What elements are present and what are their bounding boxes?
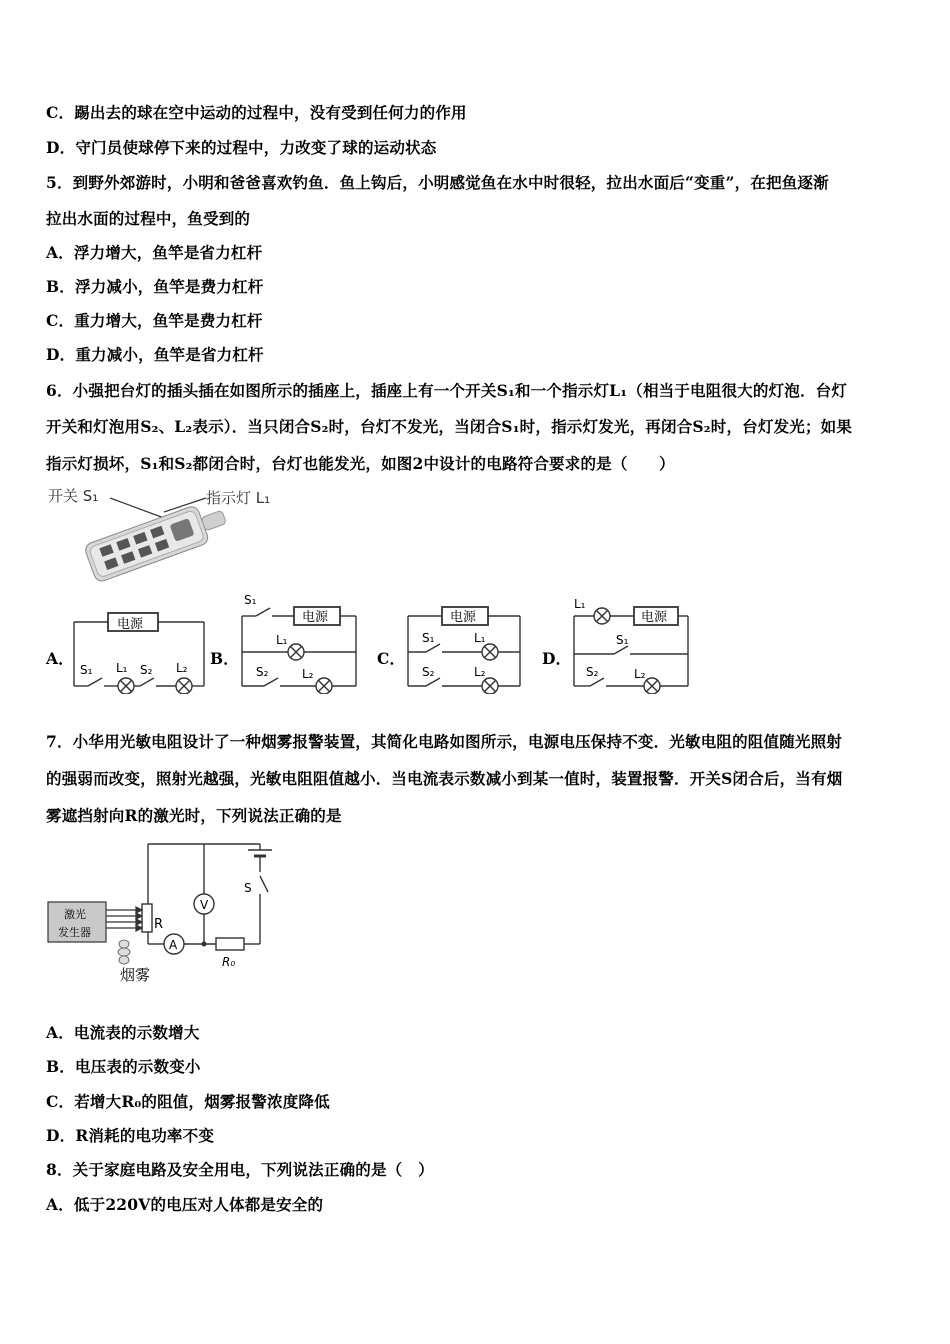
s1-label-c: S₁ [422,631,435,645]
l1-label-a: L₁ [116,661,128,675]
q5-stem-line2: 拉出水面的过程中，鱼受到的 [46,209,251,228]
s2-label-b: S₂ [256,665,269,679]
l2-label-d: L₂ [634,667,646,681]
circuit-c [402,600,527,694]
q7-stem-line1: 7．小华用光敏电阻设计了一种烟雾报警装置，其简化电路如图所示，电源电压保持不变．光敏电阻的阻值随光照射 [46,732,842,751]
circuit-d [568,594,694,694]
switch-s-label: S [244,881,252,895]
circuit-label-b: B． [210,649,240,668]
l2-label-c: L₂ [474,665,486,679]
smoke-alarm-circuit [46,836,286,986]
power-source-label-c: 电源 [450,610,477,625]
resistor-r0-label: R₀ [222,955,236,969]
l1-label-c: L₁ [474,631,486,645]
q7-stem-line2: 的强弱而改变，照射光越强，光敏电阻阻值越小．当电流表示数减小到某一值时，装置报警．开关S闭合后，当有烟 [46,769,843,788]
s1-label-a: S₁ [80,663,93,677]
circuit-label-d: D． [542,649,572,668]
q7-option-d: D．R消耗的电功率不变 [46,1126,215,1145]
q5-option-d: D．重力减小，鱼竿是省力杠杆 [46,345,264,364]
q7-option-a: A．电流表的示数增大 [46,1023,200,1042]
q5-option-a: A．浮力增大，鱼竿是省力杠杆 [46,243,263,262]
power-source-label-b: 电源 [302,610,329,625]
laser-label-1: 激光 [64,908,86,921]
power-source-label-d: 电源 [641,610,668,625]
q8-option-a: A．低于220V的电压对人体都是安全的 [46,1195,324,1214]
s2-label-a: S₂ [140,663,153,677]
q6-stem-line1: 6．小强把台灯的插头插在如图所示的插座上，插座上有一个开关S₁和一个指示灯L₁（相当于电阻很大的灯泡．台灯 [46,381,848,400]
q5-stem-line1: 5．到野外郊游时，小明和爸爸喜欢钓鱼．鱼上钩后，小明感觉鱼在水中时很轻，拉出水面后“变重”，在把鱼逐渐 [46,173,829,192]
l2-label-a: L₂ [176,661,188,675]
l1-label-d: L₁ [574,597,586,611]
s1-label-d: S₁ [616,633,629,647]
q6-stem-line3: 指示灯损坏，S₁和S₂都闭合时，台灯也能发光，如图2中设计的电路符合要求的是（ ） [46,454,675,473]
laser-label-2: 发生器 [58,926,91,939]
power-source-label-a: 电源 [117,617,144,632]
ammeter-label: A [169,938,178,952]
s1-label-b: S₁ [244,593,257,607]
photoresistor-r-label: R [154,917,164,932]
circuit-label-c: C． [377,649,406,668]
smoke-icon [118,940,130,964]
power-strip-icon [83,497,230,582]
s2-label-d: S₂ [586,665,599,679]
switch-s1-label: 开关 S₁ [48,487,99,505]
l2-label-b: L₂ [302,667,314,681]
power-strip-figure [46,482,296,582]
q4-option-d: D．守门员使球停下来的过程中，力改变了球的运动状态 [46,138,437,157]
smoke-label: 烟雾 [120,966,151,984]
circuit-label-a: A． [46,649,74,668]
s2-label-c: S₂ [422,665,435,679]
q8-stem: 8．关于家庭电路及安全用电，下列说法正确的是（ ） [46,1160,434,1179]
q6-stem-line2: 开关和灯泡用S₂、L₂表示）．当只闭合S₂时，台灯不发光，当闭合S₁时，指示灯发光，再闭合S₂时，台灯发光；如果 [46,417,853,436]
indicator-l1-label: 指示灯 L₁ [206,489,271,507]
q7-option-c: C．若增大R₀的阻值，烟雾报警浓度降低 [46,1092,330,1111]
q5-option-c: C．重力增大，鱼竿是费力杠杆 [46,311,263,330]
q5-option-b: B．浮力减小，鱼竿是费力杠杆 [46,277,264,296]
q7-stem-line3: 雾遮挡射向R的激光时，下列说法正确的是 [46,806,342,825]
q4-option-c: C．踢出去的球在空中运动的过程中，没有受到任何力的作用 [46,103,467,122]
circuit-a [70,604,210,694]
circuit-b [236,590,366,694]
l1-label-b: L₁ [276,633,288,647]
voltmeter-label: V [200,898,209,912]
q7-option-b: B．电压表的示数变小 [46,1057,201,1076]
